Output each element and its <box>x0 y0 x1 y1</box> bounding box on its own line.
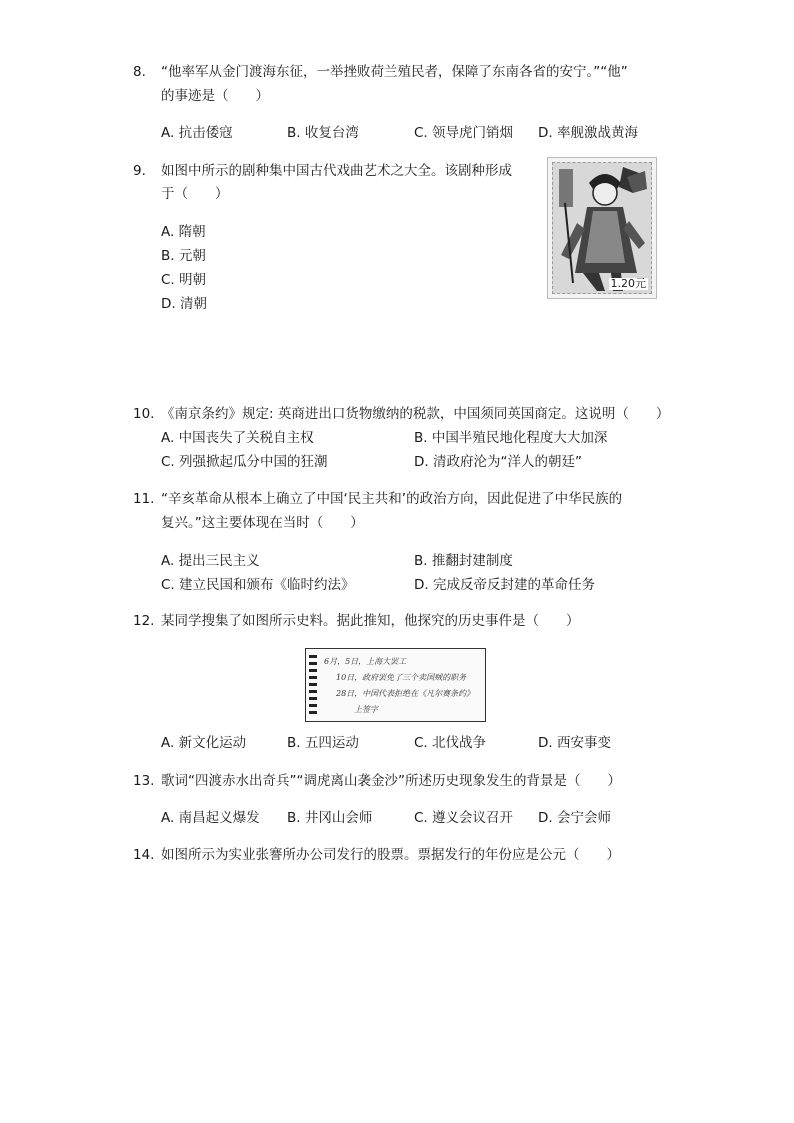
question-13-number: 13. <box>133 773 155 789</box>
question-11-option-b[interactable]: B. 推翻封建制度 <box>414 553 513 569</box>
question-12-option-b[interactable]: B. 五四运动 <box>287 735 359 751</box>
question-11-stem-line1: “辛亥革命从根本上确立了中国‘民主共和’的政治方向，因此促进了中华民族的 <box>161 491 623 507</box>
question-8-stem-line2: 的事迹是（ ） <box>161 88 269 104</box>
note-line-3: 28日，中国代表拒绝在《凡尔赛条约》 <box>336 689 475 698</box>
question-13-option-c[interactable]: C. 遵义会议召开 <box>414 810 514 826</box>
question-8-stem-line1: “他率军从金门渡海东征，一举挫败荷兰殖民者，保障了东南各省的安宁。”“他” <box>161 64 628 80</box>
question-9-stem-line2: 于（ ） <box>161 186 229 202</box>
question-13-option-b[interactable]: B. 井冈山会师 <box>287 810 373 826</box>
question-13-option-d[interactable]: D. 会宁会师 <box>538 810 611 826</box>
opera-figure-icon <box>553 163 652 294</box>
question-12-option-c[interactable]: C. 北伐战争 <box>414 735 487 751</box>
question-8-option-c[interactable]: C. 领导虎门销烟 <box>414 125 514 141</box>
question-11-option-c[interactable]: C. 建立民国和颁布《临时约法》 <box>161 577 355 593</box>
question-13-option-a[interactable]: A. 南昌起义爆发 <box>161 810 260 826</box>
stamp-artwork <box>552 162 652 294</box>
note-line-1: 6月，5日，上海大罢工 <box>324 657 407 666</box>
note-line-4: 上签字 <box>354 705 378 714</box>
question-9-option-b[interactable]: B. 元朝 <box>161 248 206 264</box>
question-8-number: 8. <box>133 64 146 80</box>
question-9-number: 9. <box>133 163 146 179</box>
question-13-stem-line1: 歌词“四渡赤水出奇兵”“调虎离山袭金沙”所述历史现象发生的背景是（ ） <box>161 773 621 789</box>
question-8-option-d[interactable]: D. 率舰激战黄海 <box>538 125 638 141</box>
question-10-option-b[interactable]: B. 中国半殖民地化程度大大加深 <box>414 430 608 446</box>
historical-note-image <box>305 648 486 722</box>
note-line-2: 10日，政府罢免了三个卖国贼的职务 <box>336 673 467 682</box>
question-11-option-d[interactable]: D. 完成反帝反封建的革命任务 <box>414 577 595 593</box>
stamp-face-value: 1.20元 <box>610 277 646 290</box>
question-9-stem-line1: 如图中所示的剧种集中国古代戏曲艺术之大全。该剧种形成 <box>161 163 512 179</box>
question-11-stem-line2: 复兴。”这主要体现在当时（ ） <box>161 515 364 531</box>
question-12-stem-line1: 某同学搜集了如图所示史料。据此推知，他探究的历史事件是（ ） <box>161 613 580 629</box>
question-12-number: 12. <box>133 613 155 629</box>
question-14-stem-line1: 如图所示为实业张謇所办公司发行的股票。票据发行的年份应是公元（ ） <box>161 847 620 863</box>
question-10-option-d[interactable]: D. 清政府沦为“洋人的朝廷” <box>414 454 582 470</box>
question-14-number: 14. <box>133 847 155 863</box>
question-9-option-c[interactable]: C. 明朝 <box>161 272 207 288</box>
notebook-binding-icon <box>309 655 317 717</box>
question-10-stem-line1: 《南京条约》规定: 英商进出口货物缴纳的税款，中国须同英国商定。这说明（ ） <box>161 406 670 422</box>
question-12-option-a[interactable]: A. 新文化运动 <box>161 735 247 751</box>
question-11-number: 11. <box>133 491 155 507</box>
question-10-number: 10. <box>133 406 155 422</box>
question-8-option-a[interactable]: A. 抗击倭寇 <box>161 125 233 141</box>
question-9-option-d[interactable]: D. 清朝 <box>161 296 207 312</box>
peking-opera-stamp-image <box>547 157 657 299</box>
question-10-option-c[interactable]: C. 列强掀起瓜分中国的狂潮 <box>161 454 328 470</box>
question-11-option-a[interactable]: A. 提出三民主义 <box>161 553 260 569</box>
question-8-option-b[interactable]: B. 收复台湾 <box>287 125 359 141</box>
question-9-option-a[interactable]: A. 隋朝 <box>161 224 206 240</box>
question-10-option-a[interactable]: A. 中国丧失了关税自主权 <box>161 430 314 446</box>
question-12-option-d[interactable]: D. 西安事变 <box>538 735 611 751</box>
